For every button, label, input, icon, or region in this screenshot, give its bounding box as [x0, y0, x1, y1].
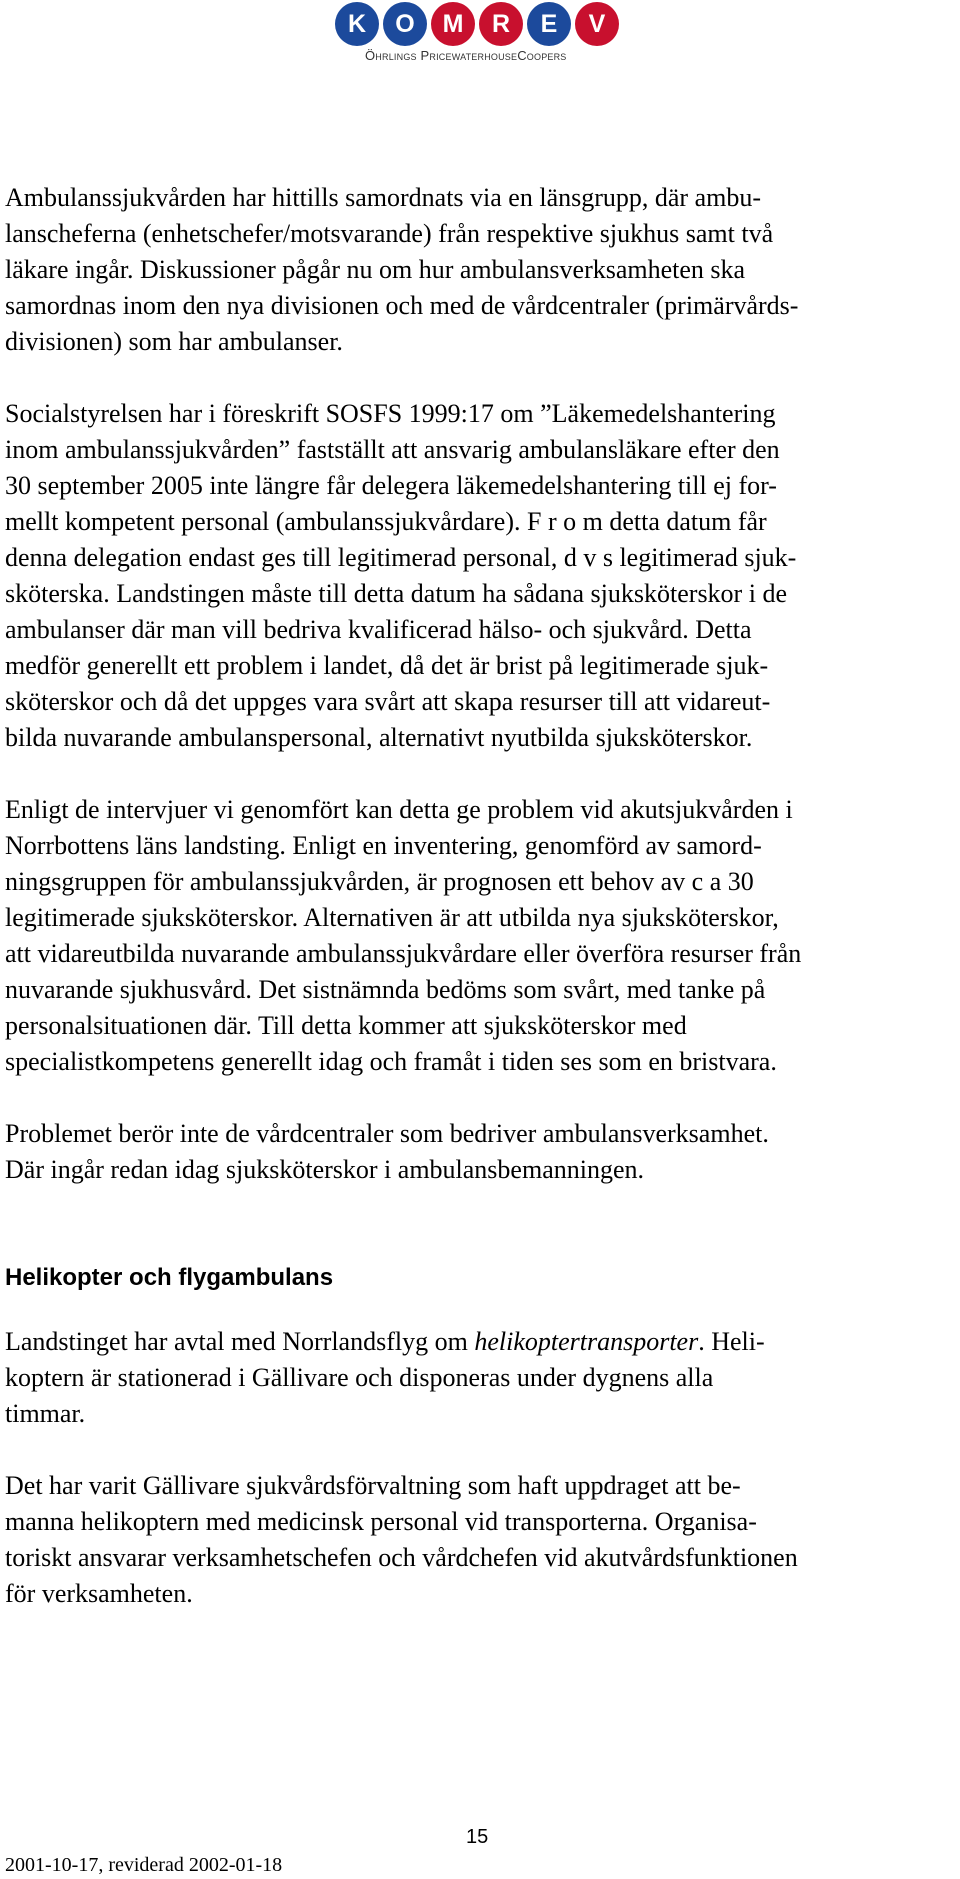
revision-date: 2001-10-17, reviderad 2002-01-18 [5, 1854, 283, 1876]
text-line: Socialstyrelsen har i föreskrift SOSFS 1999:17 om ”Läkemedelshantering [5, 399, 776, 428]
section-heading: Helikopter och flygambulans [5, 1264, 334, 1291]
text-line: divisionen) som har ambulanser. [5, 327, 343, 356]
page-number: 15 [466, 1826, 489, 1848]
paragraph-health-centres [5, 1116, 960, 1188]
logo-subtitle: Öhrlings PricewaterhouseCoopers [365, 48, 567, 63]
logo-letter-r: R [479, 2, 523, 46]
logo-letter-circles [335, 2, 619, 46]
text-line: att vidareutbilda nuvarande ambulanssjukvårdare eller överföra resurser från [5, 939, 802, 968]
text-line: samordnas inom den nya divisionen och med de vårdcentraler (primärvårds- [5, 291, 799, 320]
komrev-logo [335, 0, 625, 70]
text-line: koptern är stationerad i Gällivare och disponeras under dygnens alla [5, 1363, 714, 1392]
text-segment: Landstinget har avtal med Norrlandsflyg om [5, 1327, 475, 1356]
paragraph-ambulance-coordination [5, 180, 960, 360]
text-segment: . Heli- [698, 1327, 765, 1356]
text-line: lanscheferna (enhetschefer/motsvarande) från respektive sjukhus samt två [5, 219, 774, 248]
text-line: ningsgruppen för ambulanssjukvården, är prognosen ett behov av c a 30 [5, 867, 754, 896]
text-line: sköterska. Landstingen måste till detta datum ha sådana sjuksköterskor i de [5, 579, 787, 608]
text-line: Enligt de intervjuer vi genomfört kan detta ge problem vid akutsjukvården i [5, 795, 793, 824]
logo-letter-v: V [575, 2, 619, 46]
text-line: manna helikoptern med medicinsk personal vid transporterna. Organisa- [5, 1507, 757, 1536]
logo-letter-e: E [527, 2, 571, 46]
logo-letter-k: K [335, 2, 379, 46]
text-line: nuvarande sjukhusvård. Det sistnämnda bedöms som svårt, med tanke på [5, 975, 766, 1004]
logo-letter-m: M [431, 2, 475, 46]
paragraph-sosfs-regulation [5, 396, 960, 756]
paragraph-helicopter-contract [5, 1324, 960, 1432]
text-line: specialistkompetens generellt idag och framåt i tiden ses som en bristvara. [5, 1047, 777, 1076]
text-line: läkare ingår. Diskussioner pågår nu om hur ambulansverksamheten ska [5, 255, 746, 284]
text-line: Problemet berör inte de vårdcentraler som bedriver ambulansverksamhet. [5, 1119, 769, 1148]
text-line: mellt kompetent personal (ambulanssjukvårdare). F r o m detta datum får [5, 507, 767, 536]
text-line: 30 september 2005 inte längre får delegera läkemedelshantering till ej for- [5, 471, 777, 500]
text-line: Där ingår redan idag sjuksköterskor i ambulansbemanningen. [5, 1155, 644, 1184]
emphasis-text: helikoptertransporter [474, 1327, 699, 1356]
text-line: Det har varit Gällivare sjukvårdsförvaltning som haft uppdraget att be- [5, 1471, 741, 1500]
text-line: timmar. [5, 1399, 86, 1428]
document-body [5, 180, 960, 1612]
text-line: denna delegation endast ges till legitimerad personal, d v s legitimerad sjuk- [5, 543, 797, 572]
text-line: toriskt ansvarar verksamhetschefen och vårdchefen vid akutvårdsfunktionen [5, 1543, 798, 1572]
text-line: personalsituationen där. Till detta kommer att sjuksköterskor med [5, 1011, 687, 1040]
paragraph-interviews [5, 792, 960, 1080]
text-line: sköterskor och då det uppges vara svårt att skapa resurser till att vidareut- [5, 687, 771, 716]
text-line [5, 1324, 960, 1360]
paragraph-gallivare [5, 1468, 960, 1612]
text-line: medför generellt ett problem i landet, då det är brist på legitimerade sjuk- [5, 651, 769, 680]
text-line: legitimerade sjuksköterskor. Alternativen är att utbilda nya sjuksköterskor, [5, 903, 779, 932]
text-line: för verksamheten. [5, 1579, 193, 1608]
text-line: bilda nuvarande ambulanspersonal, alternativt nyutbilda sjuksköterskor. [5, 723, 753, 752]
text-line: ambulanser där man vill bedriva kvalificerad hälso- och sjukvård. Detta [5, 615, 752, 644]
logo-letter-o: O [383, 2, 427, 46]
text-line: inom ambulanssjukvården” fastställt att ansvarig ambulansläkare efter den [5, 435, 780, 464]
text-line: Ambulanssjukvården har hittills samordnats via en länsgrupp, där ambu- [5, 183, 762, 212]
text-line: Norrbottens läns landsting. Enligt en inventering, genomförd av samord- [5, 831, 762, 860]
